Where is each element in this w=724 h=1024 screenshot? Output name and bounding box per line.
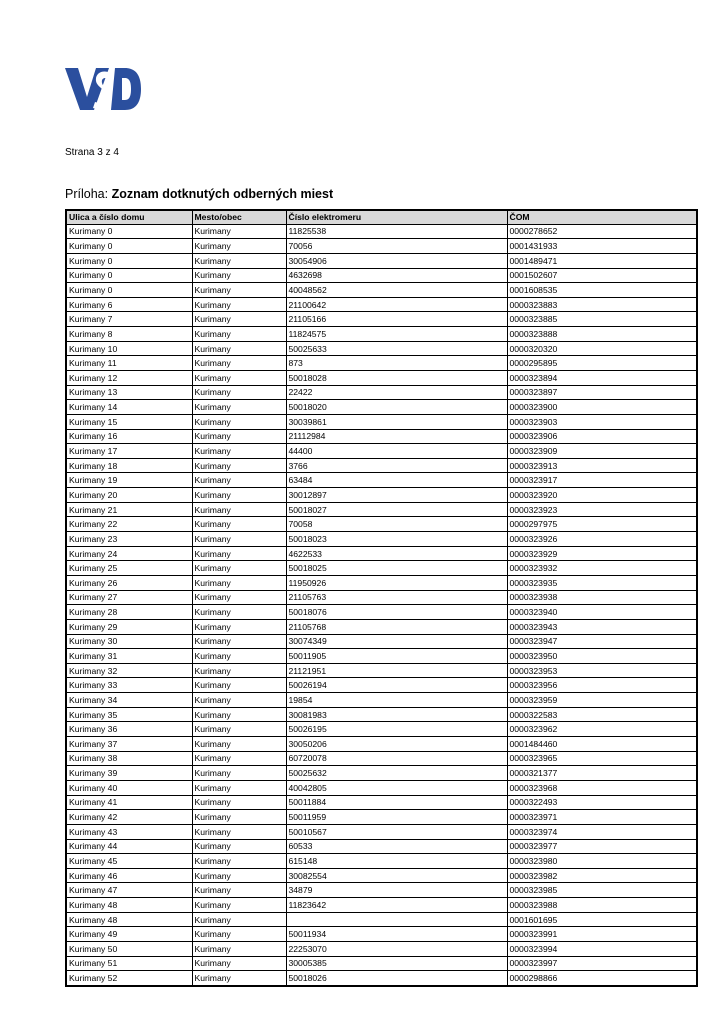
cell-city: Kurimany: [192, 590, 286, 605]
cell-street: Kurimany 23: [66, 532, 192, 547]
column-header-meter-number: Číslo elektromeru: [286, 210, 507, 224]
cell-street: Kurimany 14: [66, 400, 192, 415]
cell-com: 0000323935: [507, 575, 697, 590]
table-row: [66, 517, 697, 532]
cell-city: Kurimany: [192, 283, 286, 298]
cell-street: Kurimany 26: [66, 575, 192, 590]
table-row: [66, 283, 697, 298]
cell-com: 0000323906: [507, 429, 697, 444]
cell-street: Kurimany 47: [66, 883, 192, 898]
cell-city: Kurimany: [192, 371, 286, 386]
cell-city: Kurimany: [192, 707, 286, 722]
cell-com: 0000323953: [507, 663, 697, 678]
cell-street: Kurimany 0: [66, 253, 192, 268]
cell-street: Kurimany 10: [66, 341, 192, 356]
cell-com: 0000323974: [507, 824, 697, 839]
cell-street: Kurimany 41: [66, 795, 192, 810]
cell-com: 0000323900: [507, 400, 697, 415]
cell-com: 0000321377: [507, 766, 697, 781]
table-row: [66, 693, 697, 708]
table-row: [66, 444, 697, 459]
cell-meter-number: 3766: [286, 458, 507, 473]
cell-street: Kurimany 12: [66, 371, 192, 386]
cell-street: Kurimany 42: [66, 810, 192, 825]
cell-com: 0000323926: [507, 532, 697, 547]
cell-city: Kurimany: [192, 429, 286, 444]
cell-meter-number: 40048562: [286, 283, 507, 298]
cell-street: Kurimany 37: [66, 737, 192, 752]
cell-com: 0000323997: [507, 956, 697, 971]
table-row: [66, 356, 697, 371]
cell-street: Kurimany 0: [66, 239, 192, 254]
cell-meter-number: 22422: [286, 385, 507, 400]
cell-com: 0000323956: [507, 678, 697, 693]
cell-meter-number: 70058: [286, 517, 507, 532]
cell-meter-number: 60533: [286, 839, 507, 854]
cell-city: Kurimany: [192, 385, 286, 400]
table-row: [66, 707, 697, 722]
cell-com: 0001608535: [507, 283, 697, 298]
cell-street: Kurimany 31: [66, 649, 192, 664]
cell-city: Kurimany: [192, 239, 286, 254]
cell-city: Kurimany: [192, 473, 286, 488]
cell-com: 0000323985: [507, 883, 697, 898]
cell-city: Kurimany: [192, 824, 286, 839]
cell-com: 0000323917: [507, 473, 697, 488]
cell-meter-number: 21105166: [286, 312, 507, 327]
cell-city: Kurimany: [192, 780, 286, 795]
cell-street: Kurimany 6: [66, 297, 192, 312]
cell-street: Kurimany 48: [66, 898, 192, 913]
cell-meter-number: 4632698: [286, 268, 507, 283]
table-row: [66, 839, 697, 854]
cell-street: Kurimany 34: [66, 693, 192, 708]
cell-meter-number: 21121951: [286, 663, 507, 678]
table-row: [66, 224, 697, 239]
table-row: [66, 488, 697, 503]
cell-com: 0000323943: [507, 619, 697, 634]
cell-city: Kurimany: [192, 575, 286, 590]
cell-street: Kurimany 51: [66, 956, 192, 971]
cell-meter-number: 11824575: [286, 327, 507, 342]
table-row: [66, 971, 697, 986]
cell-street: Kurimany 17: [66, 444, 192, 459]
table-row: [66, 532, 697, 547]
cell-street: Kurimany 16: [66, 429, 192, 444]
cell-city: Kurimany: [192, 561, 286, 576]
cell-meter-number: 50025633: [286, 341, 507, 356]
cell-meter-number: 50011884: [286, 795, 507, 810]
table-row: [66, 956, 697, 971]
cell-city: Kurimany: [192, 693, 286, 708]
cell-city: Kurimany: [192, 605, 286, 620]
table-row: [66, 766, 697, 781]
table-row: [66, 268, 697, 283]
cell-meter-number: 50018020: [286, 400, 507, 415]
affected-locations-table: [65, 209, 698, 987]
cell-meter-number: 60720078: [286, 751, 507, 766]
column-header-street: Ulica a číslo domu: [66, 210, 192, 224]
table-row: [66, 722, 697, 737]
cell-city: Kurimany: [192, 649, 286, 664]
table-row: [66, 414, 697, 429]
cell-meter-number: 4622533: [286, 546, 507, 561]
table-row: [66, 941, 697, 956]
cell-city: Kurimany: [192, 327, 286, 342]
cell-city: Kurimany: [192, 737, 286, 752]
cell-city: Kurimany: [192, 502, 286, 517]
cell-city: Kurimany: [192, 444, 286, 459]
cell-meter-number: 21105763: [286, 590, 507, 605]
cell-meter-number: 21112984: [286, 429, 507, 444]
cell-street: Kurimany 38: [66, 751, 192, 766]
page-number: Strana 3 z 4: [65, 147, 119, 158]
cell-meter-number: 19854: [286, 693, 507, 708]
cell-city: Kurimany: [192, 678, 286, 693]
table-row: [66, 400, 697, 415]
cell-com: 0000323982: [507, 868, 697, 883]
table-row: [66, 883, 697, 898]
cell-city: Kurimany: [192, 488, 286, 503]
cell-city: Kurimany: [192, 224, 286, 239]
table-row: [66, 927, 697, 942]
cell-city: Kurimany: [192, 341, 286, 356]
cell-city: Kurimany: [192, 912, 286, 927]
cell-com: 0000323950: [507, 649, 697, 664]
cell-meter-number: 50011905: [286, 649, 507, 664]
table-header-row: [66, 210, 697, 224]
cell-city: Kurimany: [192, 795, 286, 810]
cell-com: 0000278652: [507, 224, 697, 239]
cell-meter-number: 30081983: [286, 707, 507, 722]
cell-meter-number: 50011959: [286, 810, 507, 825]
vsd-logo: [65, 68, 141, 110]
cell-meter-number: 21105768: [286, 619, 507, 634]
cell-meter-number: 50026195: [286, 722, 507, 737]
cell-meter-number: 40042805: [286, 780, 507, 795]
cell-com: 0000323920: [507, 488, 697, 503]
cell-meter-number: 50018023: [286, 532, 507, 547]
cell-street: Kurimany 33: [66, 678, 192, 693]
cell-street: Kurimany 11: [66, 356, 192, 371]
cell-com: 0000323938: [507, 590, 697, 605]
cell-city: Kurimany: [192, 297, 286, 312]
table-row: [66, 795, 697, 810]
cell-city: Kurimany: [192, 839, 286, 854]
cell-com: 0000295895: [507, 356, 697, 371]
cell-city: Kurimany: [192, 810, 286, 825]
cell-street: Kurimany 36: [66, 722, 192, 737]
cell-com: 0000323894: [507, 371, 697, 386]
cell-street: Kurimany 39: [66, 766, 192, 781]
cell-city: Kurimany: [192, 971, 286, 986]
table-row: [66, 297, 697, 312]
cell-com: 0000323971: [507, 810, 697, 825]
table-row: [66, 912, 697, 927]
cell-city: Kurimany: [192, 400, 286, 415]
table-row: [66, 546, 697, 561]
cell-meter-number: 615148: [286, 854, 507, 869]
table-row: [66, 663, 697, 678]
cell-meter-number: 50025632: [286, 766, 507, 781]
cell-city: Kurimany: [192, 883, 286, 898]
cell-city: Kurimany: [192, 956, 286, 971]
cell-meter-number: 50010567: [286, 824, 507, 839]
cell-com: 0000323940: [507, 605, 697, 620]
cell-city: Kurimany: [192, 663, 286, 678]
cell-meter-number: 50018026: [286, 971, 507, 986]
cell-city: Kurimany: [192, 854, 286, 869]
cell-meter-number: 70056: [286, 239, 507, 254]
table-row: [66, 429, 697, 444]
cell-meter-number: 30082554: [286, 868, 507, 883]
cell-street: Kurimany 32: [66, 663, 192, 678]
table-row: [66, 458, 697, 473]
cell-street: Kurimany 48: [66, 912, 192, 927]
table-row: [66, 253, 697, 268]
cell-meter-number: 34879: [286, 883, 507, 898]
cell-com: 0000298866: [507, 971, 697, 986]
cell-com: 0000323883: [507, 297, 697, 312]
table-row: [66, 854, 697, 869]
cell-meter-number: 50018025: [286, 561, 507, 576]
table-row: [66, 385, 697, 400]
cell-com: 0000322493: [507, 795, 697, 810]
table-row: [66, 473, 697, 488]
cell-city: Kurimany: [192, 941, 286, 956]
cell-city: Kurimany: [192, 517, 286, 532]
table-row: [66, 810, 697, 825]
cell-com: 0000323913: [507, 458, 697, 473]
table-body: [66, 224, 697, 986]
cell-com: 0000323909: [507, 444, 697, 459]
cell-meter-number: 63484: [286, 473, 507, 488]
cell-meter-number: 50011934: [286, 927, 507, 942]
cell-street: Kurimany 0: [66, 283, 192, 298]
cell-com: 0000323965: [507, 751, 697, 766]
table-row: [66, 239, 697, 254]
cell-meter-number: 30012897: [286, 488, 507, 503]
table-row: [66, 649, 697, 664]
table-row: [66, 619, 697, 634]
cell-com: 0001601695: [507, 912, 697, 927]
cell-com: 0000323991: [507, 927, 697, 942]
cell-city: Kurimany: [192, 634, 286, 649]
table-row: [66, 590, 697, 605]
cell-meter-number: 50018028: [286, 371, 507, 386]
cell-city: Kurimany: [192, 268, 286, 283]
cell-street: Kurimany 19: [66, 473, 192, 488]
cell-com: 0000323932: [507, 561, 697, 576]
cell-meter-number: 11825538: [286, 224, 507, 239]
cell-com: 0001489471: [507, 253, 697, 268]
cell-street: Kurimany 50: [66, 941, 192, 956]
cell-com: 0000323988: [507, 898, 697, 913]
cell-meter-number: 21100642: [286, 297, 507, 312]
cell-meter-number: 30005385: [286, 956, 507, 971]
table-row: [66, 605, 697, 620]
cell-street: Kurimany 15: [66, 414, 192, 429]
cell-com: 0000323994: [507, 941, 697, 956]
cell-street: Kurimany 52: [66, 971, 192, 986]
cell-city: Kurimany: [192, 356, 286, 371]
table-row: [66, 678, 697, 693]
table-row: [66, 751, 697, 766]
table-row: [66, 312, 697, 327]
cell-meter-number: 50018027: [286, 502, 507, 517]
cell-com: 0000323947: [507, 634, 697, 649]
cell-street: Kurimany 25: [66, 561, 192, 576]
cell-meter-number: 30039861: [286, 414, 507, 429]
cell-city: Kurimany: [192, 312, 286, 327]
cell-street: Kurimany 20: [66, 488, 192, 503]
cell-city: Kurimany: [192, 532, 286, 547]
table-row: [66, 327, 697, 342]
cell-meter-number: 30074349: [286, 634, 507, 649]
cell-street: Kurimany 27: [66, 590, 192, 605]
cell-street: Kurimany 49: [66, 927, 192, 942]
cell-city: Kurimany: [192, 253, 286, 268]
heading-title: Zoznam dotknutých odberných miest: [111, 187, 334, 201]
cell-street: Kurimany 44: [66, 839, 192, 854]
table-row: [66, 824, 697, 839]
cell-street: Kurimany 40: [66, 780, 192, 795]
cell-com: 0001484460: [507, 737, 697, 752]
cell-com: 0000323903: [507, 414, 697, 429]
cell-com: 0000323962: [507, 722, 697, 737]
cell-meter-number: 50018076: [286, 605, 507, 620]
cell-com: 0000322583: [507, 707, 697, 722]
cell-city: Kurimany: [192, 868, 286, 883]
cell-city: Kurimany: [192, 619, 286, 634]
cell-meter-number: 30054906: [286, 253, 507, 268]
cell-meter-number: 11950926: [286, 575, 507, 590]
table-row: [66, 780, 697, 795]
cell-street: Kurimany 28: [66, 605, 192, 620]
cell-street: Kurimany 13: [66, 385, 192, 400]
cell-com: 0001502607: [507, 268, 697, 283]
cell-city: Kurimany: [192, 898, 286, 913]
cell-com: 0000323923: [507, 502, 697, 517]
cell-street: Kurimany 35: [66, 707, 192, 722]
column-header-city: Mesto/obec: [192, 210, 286, 224]
table-row: [66, 561, 697, 576]
cell-meter-number: 22253070: [286, 941, 507, 956]
cell-city: Kurimany: [192, 927, 286, 942]
cell-meter-number: 873: [286, 356, 507, 371]
cell-street: Kurimany 18: [66, 458, 192, 473]
cell-street: Kurimany 45: [66, 854, 192, 869]
table-row: [66, 502, 697, 517]
table-row: [66, 737, 697, 752]
cell-com: 0000323968: [507, 780, 697, 795]
cell-street: Kurimany 0: [66, 224, 192, 239]
cell-city: Kurimany: [192, 751, 286, 766]
heading-prefix: Príloha:: [65, 187, 112, 201]
table-row: [66, 898, 697, 913]
cell-city: Kurimany: [192, 766, 286, 781]
cell-street: Kurimany 7: [66, 312, 192, 327]
cell-city: Kurimany: [192, 458, 286, 473]
cell-com: 0000323977: [507, 839, 697, 854]
cell-meter-number: 30050206: [286, 737, 507, 752]
cell-com: 0000320320: [507, 341, 697, 356]
cell-com: 0000323885: [507, 312, 697, 327]
cell-city: Kurimany: [192, 414, 286, 429]
document-heading: [65, 187, 333, 201]
table-row: [66, 868, 697, 883]
cell-meter-number: 44400: [286, 444, 507, 459]
cell-com: 0000323959: [507, 693, 697, 708]
cell-com: 0000297975: [507, 517, 697, 532]
table-row: [66, 634, 697, 649]
cell-meter-number: [286, 912, 507, 927]
cell-street: Kurimany 30: [66, 634, 192, 649]
cell-city: Kurimany: [192, 546, 286, 561]
table-row: [66, 371, 697, 386]
cell-com: 0000323888: [507, 327, 697, 342]
cell-com: 0000323897: [507, 385, 697, 400]
table-row: [66, 575, 697, 590]
cell-meter-number: 50026194: [286, 678, 507, 693]
cell-street: Kurimany 24: [66, 546, 192, 561]
cell-meter-number: 11823642: [286, 898, 507, 913]
cell-street: Kurimany 0: [66, 268, 192, 283]
cell-street: Kurimany 43: [66, 824, 192, 839]
cell-street: Kurimany 29: [66, 619, 192, 634]
cell-city: Kurimany: [192, 722, 286, 737]
cell-com: 0000323929: [507, 546, 697, 561]
cell-com: 0000323980: [507, 854, 697, 869]
cell-com: 0001431933: [507, 239, 697, 254]
cell-street: Kurimany 21: [66, 502, 192, 517]
cell-street: Kurimany 46: [66, 868, 192, 883]
column-header-com: ČOM: [507, 210, 697, 224]
cell-street: Kurimany 8: [66, 327, 192, 342]
cell-street: Kurimany 22: [66, 517, 192, 532]
table-row: [66, 341, 697, 356]
